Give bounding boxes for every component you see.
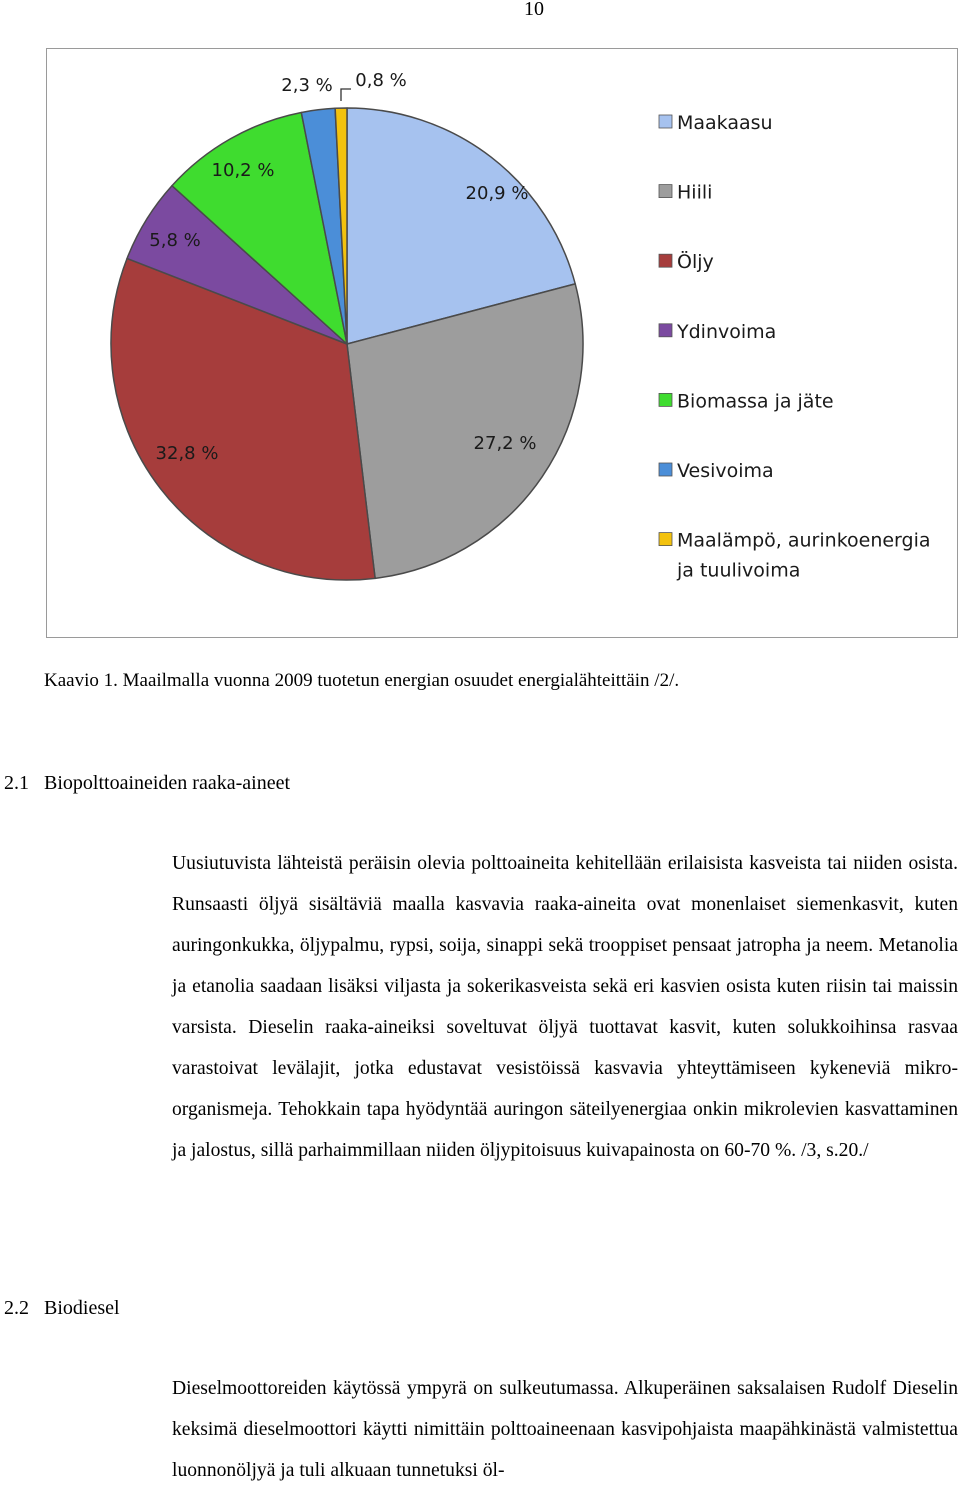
legend-label: Hiili [677,181,713,204]
legend-label: Biomassa ja jäte [677,390,834,413]
legend-label: Öljy [677,251,714,274]
section-2-2-body: Dieselmoottoreiden käytössä ympyrä on sulkeutumassa. Alkuperäinen saksalaisen Rudolf Dieselin keksimä dieselmoottori käytti nimittäin polttoaineenaan kasvipohjaista maapähkinästä valmistettua luonnonöljyä ja tuli alkuaan tunnetuksi öl- [172,1378,958,1481]
section-title: Biopolttoaineiden raaka-aineet [44,772,291,794]
legend-label: Maakaasu [677,112,773,134]
slice-percent-label: 20,9 % [465,183,529,204]
page-number: 10 [524,0,544,20]
legend-label: Vesivoima [677,460,774,482]
legend-swatch [659,115,672,128]
leader-line-vesivoima [341,89,351,101]
section-number: 2.1 [4,772,29,794]
legend-label: Maalämpö, aurinkoenergia [677,529,931,552]
legend-swatch [659,533,672,546]
legend-swatch [659,393,672,406]
legend-label: Ydinvoima [677,320,777,343]
section-title: Biodiesel [44,1297,120,1319]
legend-swatch [659,324,672,337]
slice-percent-label: 27,2 % [473,433,537,454]
legend-swatch [659,254,672,267]
slice-percent-label: 2,3 % [281,75,333,96]
section-number: 2.2 [4,1297,29,1319]
slice-percent-label: 10,2 % [211,160,275,181]
legend-swatch [659,185,672,198]
pie-chart-svg [47,49,959,639]
slice-percent-label: 0,8 % [355,70,407,91]
section-2-1-body: Uusiutuvista lähteistä peräisin olevia polttoaineita kehitellään erilaisista kasveista tai niiden osista. Runsaasti öljyä sisältäviä maalla kasvavia raaka-aineita ovat monenlaiset siemenkasvit, kuten auringonkukka, öljypalmu, rypsi, soija, sinappi sekä trooppiset pensaat jatropha ja neem. Metanolia ja etanolia saadaan lisäksi viljasta ja sokerikasveista sekä eri kasvien osista kuten riisin tai maissin varsista. Dieselin raaka-aineiksi soveltuvat öljyä tuottavat kasvit, kuten solukkoihinsa rasvaa varastoivat levälajit, jotka edustavat vesistöissä kasvavia yhteyttämiseen kykeneviä mikro-organismeja. Tehokkain tapa hyödyntää auringon säteilyenergiaa onkin mikrolevien kasvattaminen ja jalostus, sillä parhaimmillaan niiden öljypitoisuus kuivapainosta on 60-70 %. /3, s.20./ [172,853,958,1161]
slice-percent-label: 5,8 % [149,230,201,251]
section-heading-2-1 [4,772,290,795]
pie-chart [46,48,958,638]
chart-caption: Kaavio 1. Maailmalla vuonna 2009 tuotetun energian osuudet energialähteittäin /2/. [44,670,680,691]
legend-swatch [659,463,672,476]
section-heading-2-2 [4,1297,120,1320]
slice-percent-label: 32,8 % [155,443,219,464]
legend-label: ja tuulivoima [677,559,801,582]
